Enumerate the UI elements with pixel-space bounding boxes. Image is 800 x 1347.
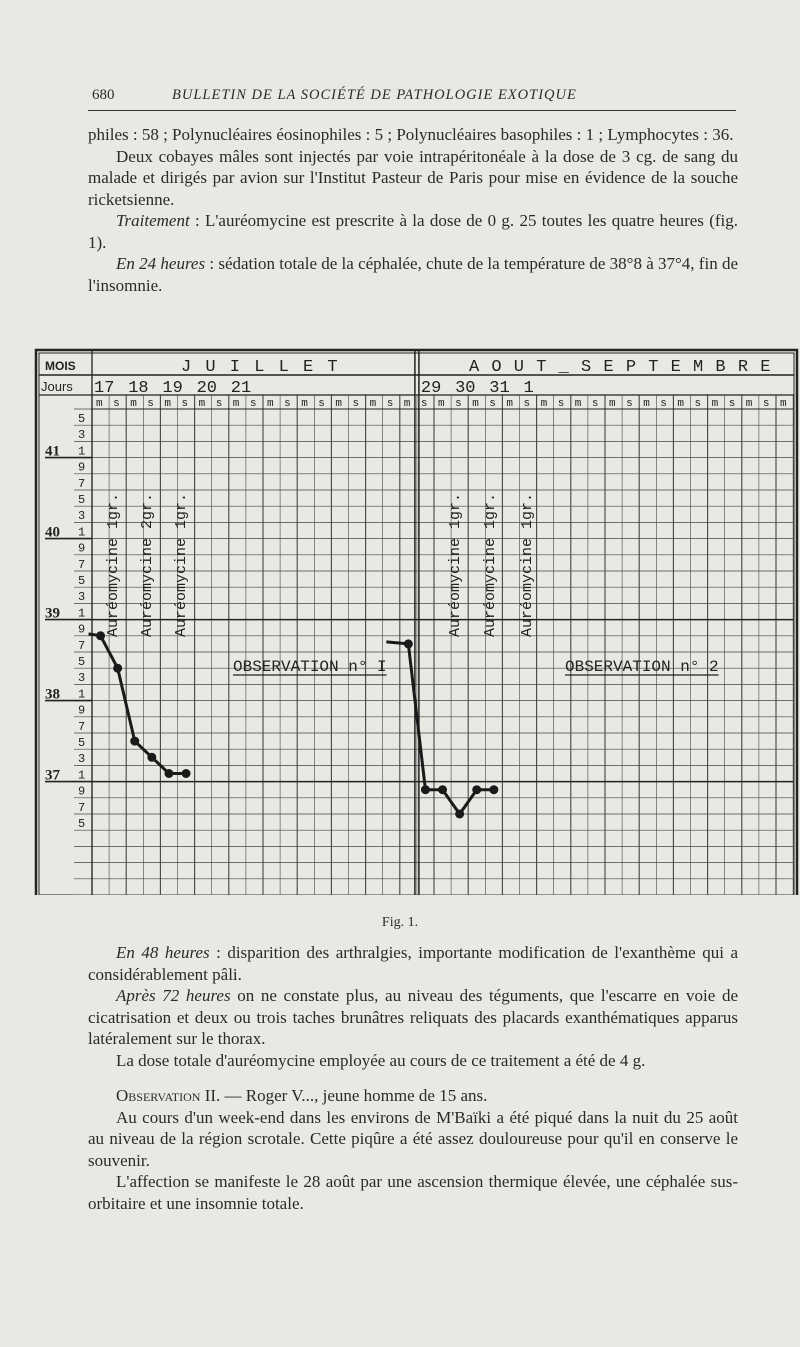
sub-label: s [591,398,599,410]
observation-label: OBSERVATION n° 2 [565,658,719,676]
sub-label: s [215,398,223,410]
treatment-label: Auréomycine 1gr. [105,492,122,637]
sub-label: m [574,398,582,410]
paragraph-6-label: Après 72 heures [116,986,231,1005]
data-point [489,785,498,794]
sub-label: m [301,398,308,410]
sub-label: s [523,398,531,410]
sub-label: m [506,398,514,410]
y-minor-label: 9 [78,541,86,556]
month-header-label: MOIS [45,359,76,373]
sub-label: m [609,398,616,410]
y-minor-label: 5 [78,412,86,426]
paragraph-7: La dose totale d'auréomycine employée au cours de ce traitement a été de 4 g. [116,1050,646,1070]
y-minor-label: 7 [78,638,86,653]
y-minor-label: 5 [78,817,86,831]
data-point [96,631,105,640]
y-minor-label: 5 [78,655,86,669]
paragraph-9: Au cours d'un week-end dans les environs de M'Baïki a été piqué dans la nuit du 25 août au niveau de la région scrotale. Cette piqûre a été assez douloureuse pour qu'il en conserve le souvenir. [88,1107,738,1170]
paragraph-8-text: — Roger V..., jeune homme de 15 ans. [220,1086,488,1105]
sub-label: m [335,398,343,410]
sub-label: m [96,398,103,410]
y-minor-label: 3 [78,509,86,524]
paragraph-4-text: : sédation totale de la céphalée, chute de la température de 38°8 à 37°4, fin de l'insomnie. [88,254,738,295]
treatment-label: Auréomycine 1gr. [447,492,464,637]
y-minor-label: 7 [78,476,86,491]
y-minor-label: 1 [78,525,86,540]
sub-label: m [677,398,685,410]
day-number: 19 [162,379,183,398]
sub-label: s [386,398,394,410]
paragraph-4-label: En 24 heures [116,254,206,273]
day-number: 17 [94,379,115,398]
sub-label: m [403,398,411,410]
sub-label: m [540,398,548,410]
day-number: 18 [128,379,149,398]
y-major-label: 41 [45,443,60,460]
sub-label: m [780,398,787,410]
observation-label: OBSERVATION n° I [233,658,387,676]
y-major-label: 37 [45,767,60,784]
sub-label: m [232,398,240,410]
header-rule [88,110,736,111]
sub-label: s [694,398,702,410]
sub-label: s [352,398,360,410]
sub-label: m [369,398,377,410]
y-minor-label: 7 [78,719,86,734]
data-point [130,737,139,746]
sub-label: s [284,398,291,410]
data-point [182,769,191,778]
paragraph-10: L'affection se manifeste le 28 août par une ascension thermique élevée, une céphalée sus-orbitaire et une insomnie totale. [88,1172,738,1213]
sub-label: m [643,398,650,410]
paragraph-4 [88,253,738,296]
page-header [92,84,732,106]
temperature-chart [33,345,800,895]
paragraph-5-text: : disparition des arthralgies, importante modification de l'exanthème qui a considérablement pâli. [88,943,738,984]
paragraph-3 [88,210,738,253]
y-major-label: 40 [45,524,60,541]
sub-label: s [318,398,325,410]
y-minor-label: 5 [78,574,86,588]
treatment-label: Auréomycine 1gr. [482,492,499,637]
data-point [421,785,430,794]
sub-label: s [489,398,496,410]
top-text [88,124,738,296]
y-minor-label: 1 [78,444,86,459]
y-minor-label: 3 [78,671,86,686]
sub-label: m [198,398,206,410]
paragraph-1: philes : 58 ; Polynucléaires éosinophiles : 5 ; Polynucléaires basophiles : 1 ; Lymphocytes : 36. [88,125,734,144]
data-point [455,810,464,819]
treatment-label: Auréomycine 2gr. [139,492,156,637]
y-minor-label: 7 [78,800,86,815]
y-minor-label: 9 [78,460,86,475]
paragraph-5 [88,942,738,985]
day-number: 29 [420,379,442,398]
sub-label: s [147,398,154,410]
y-minor-label: 7 [78,557,86,572]
sub-label: s [420,398,428,410]
day-number: 30 [455,379,476,398]
sub-label: s [762,398,770,410]
sub-label: s [455,398,462,410]
data-point [472,785,481,794]
paragraph-3-label: Traitement [116,211,190,230]
day-number: 20 [196,379,218,398]
treatment-label: Auréomycine 1gr. [173,492,190,637]
month-july: J U I L L E T [181,358,340,377]
paragraph-5-label: En 48 heures [116,943,210,962]
day-number: 21 [230,379,252,398]
sub-label: s [660,398,667,410]
sub-label: m [745,398,753,410]
y-minor-label: 9 [78,703,86,718]
sub-label: m [267,398,274,410]
paragraph-8-label: Observation II. [116,1086,221,1105]
sub-label: m [472,398,479,410]
sub-label: m [130,398,137,410]
sub-label: s [113,398,120,410]
paragraph-6-text: on ne constate plus, au niveau des téguments, que l'escarre en voie de cicatrisation et deux ou trois taches brunâtres reliquats des placards exanthématiques apparus latéralement sur le thorax. [88,986,738,1048]
y-minor-label: 3 [78,752,86,767]
y-minor-label: 1 [78,768,86,783]
y-minor-label: 5 [78,736,86,750]
bottom-text [88,942,738,1214]
paragraph-3-text: : L'auréomycine est prescrite à la dose de 0 g. 25 toutes les quatre heures (fig. 1). [88,211,738,252]
y-major-label: 39 [45,605,60,622]
y-minor-label: 5 [78,493,86,507]
journal-title: BULLETIN DE LA SOCIÉTÉ DE PATHOLOGIE EXOTIQUE [172,87,577,103]
paragraph-2: Deux cobayes mâles sont injectés par voie intrapéritonéale à la dose de 3 cg. de sang du malade et dirigés par avion sur l'Institut Pasteur de Paris pour mise en évidence de la souche ricketsienne. [88,146,738,209]
paragraph-8 [88,1085,738,1107]
sub-label: m [164,398,172,410]
day-number: 1 [523,379,534,398]
y-minor-label: 1 [78,606,86,621]
y-minor-label: 3 [78,590,86,605]
data-point [438,785,447,794]
paragraph-6 [88,985,738,1050]
sub-label: s [181,398,189,410]
sub-label: s [626,398,633,410]
y-minor-label: 9 [78,784,86,799]
data-point [113,664,122,673]
sub-label: s [728,398,736,410]
y-minor-label: 3 [78,428,86,443]
chart-svg [33,345,800,895]
page-number: 680 [92,87,115,103]
sub-label: m [711,398,719,410]
data-point [404,639,413,648]
day-number: 31 [489,379,510,398]
y-major-label: 38 [45,686,60,703]
figure-caption: Fig. 1. [381,915,419,930]
treatment-label: Auréomycine 1gr. [519,492,536,637]
y-minor-label: 9 [78,622,86,637]
chart-canvas [33,345,800,895]
sub-label: m [438,398,445,410]
days-label: Jours [41,379,73,394]
data-point [164,769,173,778]
sub-label: s [557,398,565,410]
y-minor-label: 1 [78,687,86,702]
sub-label: s [249,398,257,410]
data-point [147,753,156,762]
month-aug-sep: A O U T _ S E P T E M B R E [469,358,772,377]
